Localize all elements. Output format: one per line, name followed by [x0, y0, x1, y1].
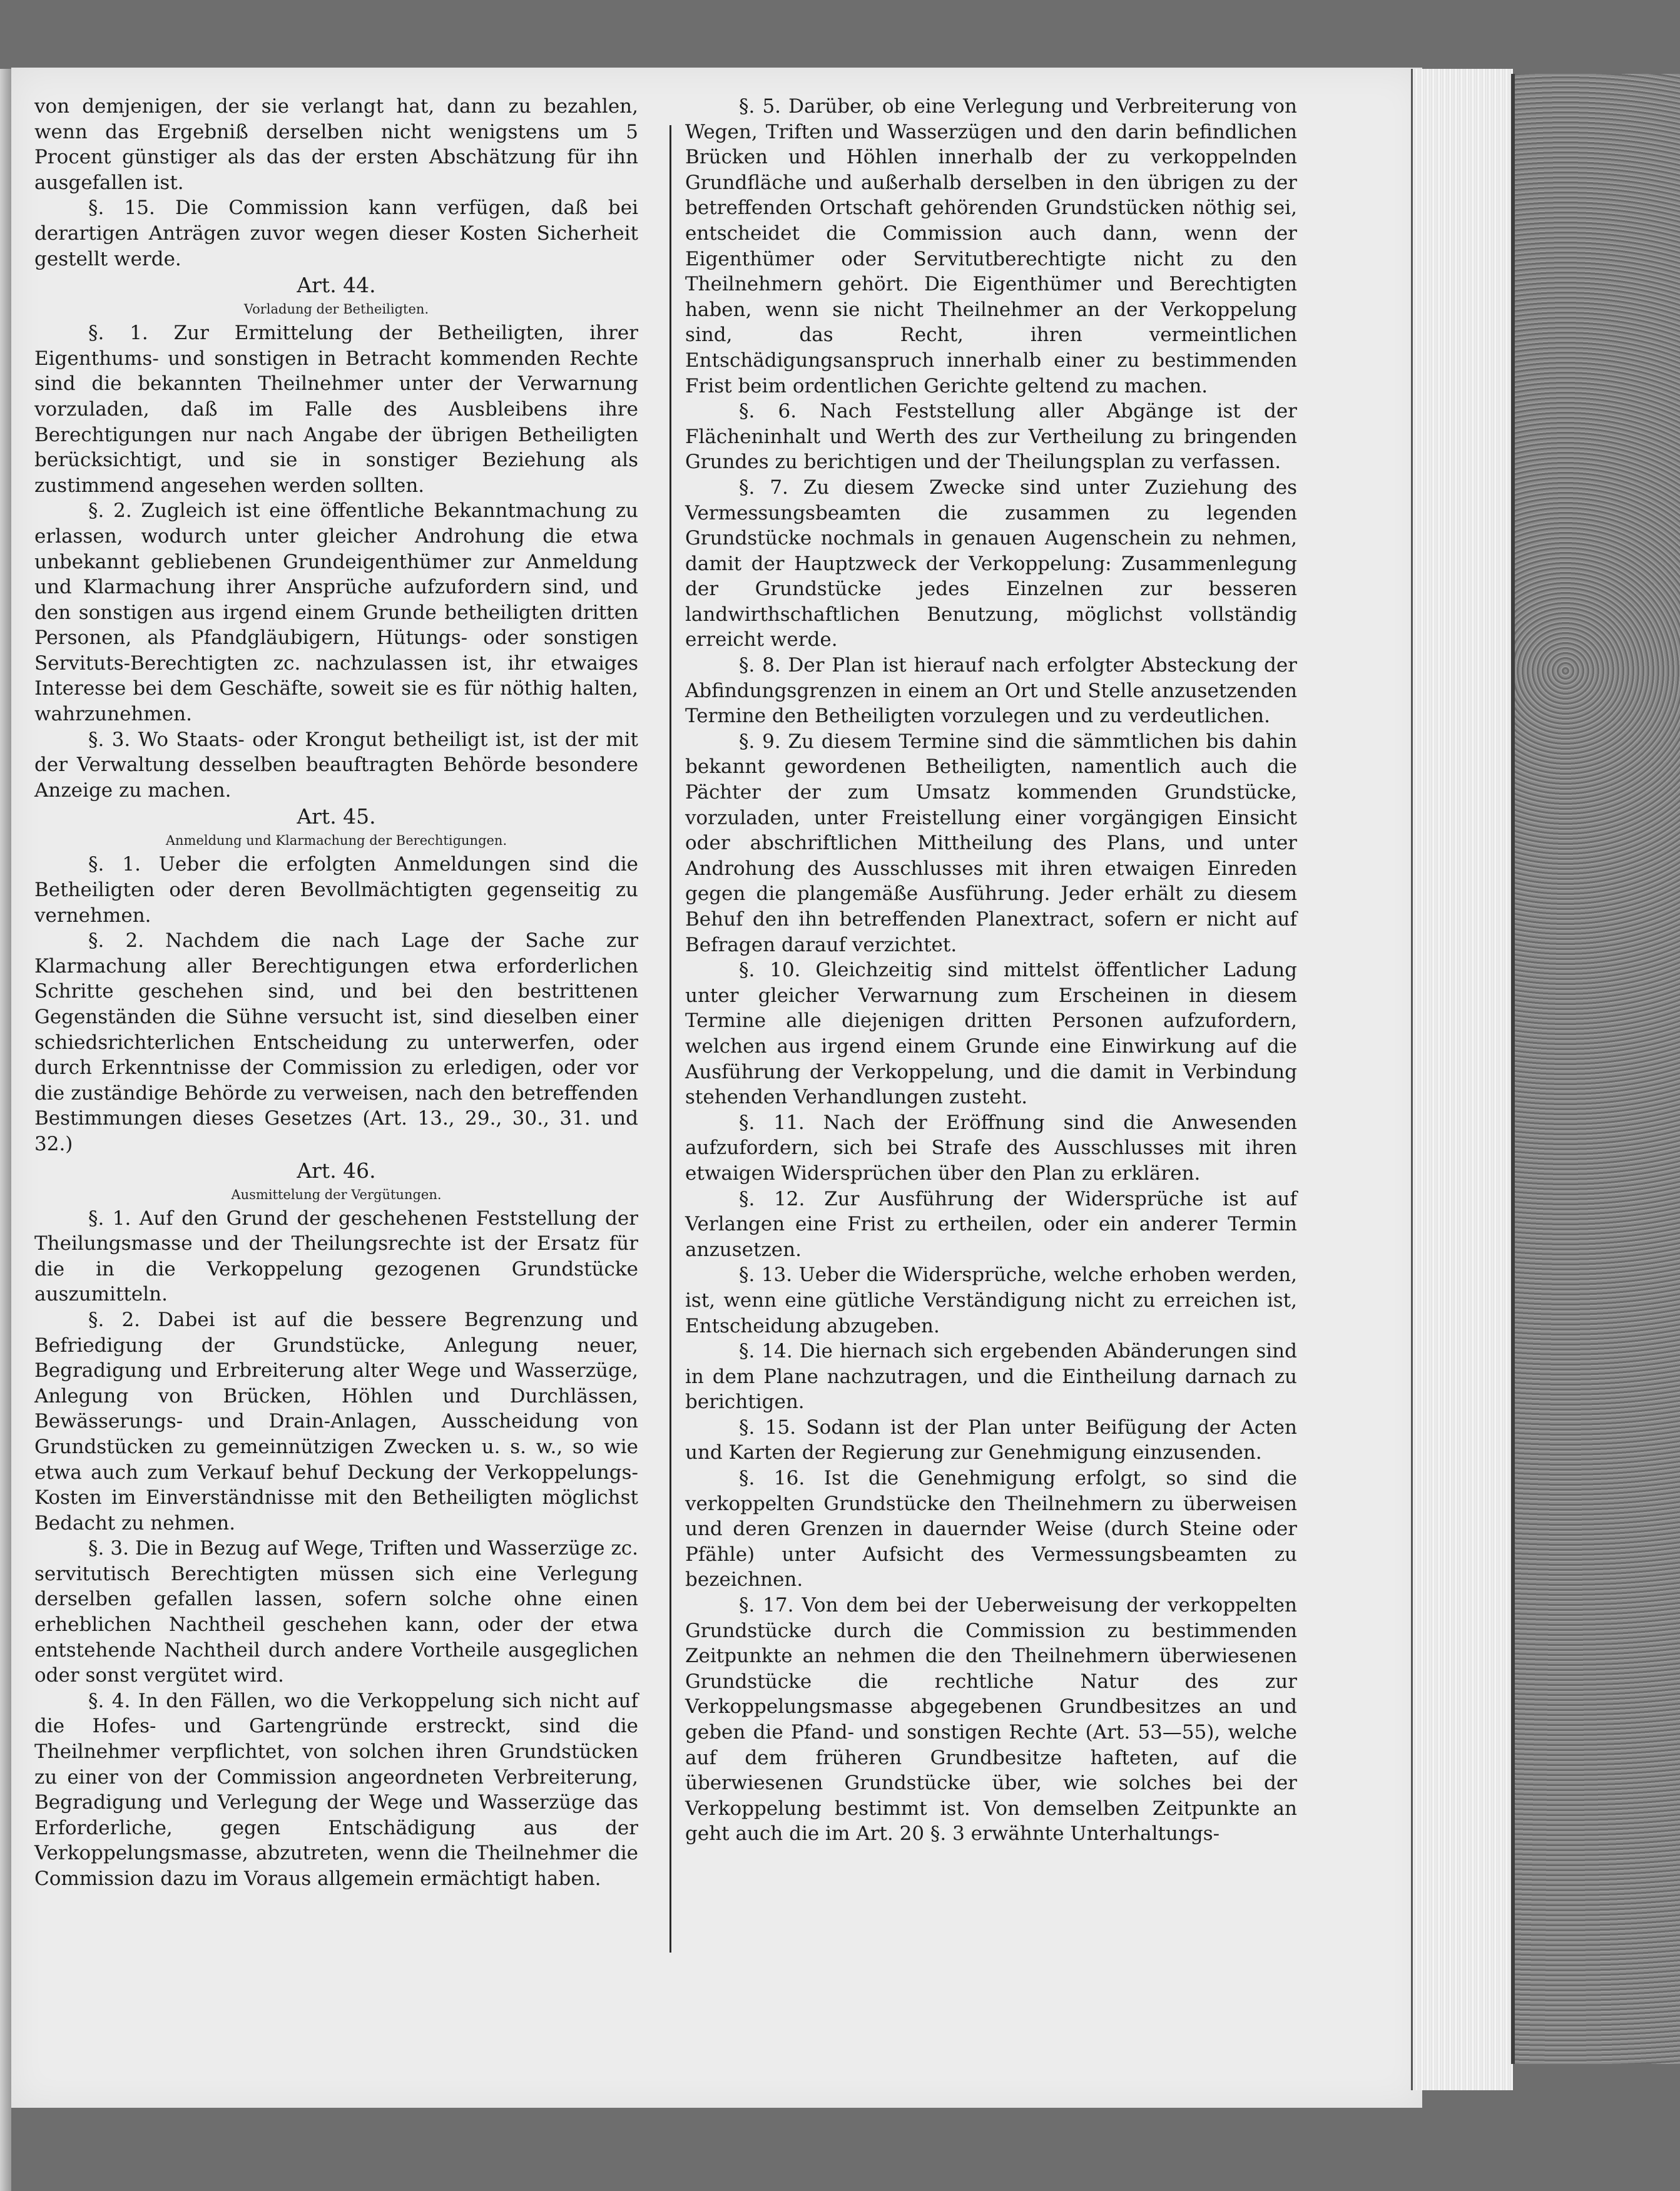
paragraph: §. 4. In den Fällen, wo die Verkoppelung sich nicht auf die Hofes- und Gartengründe erstreckt, sind die Theilnehmer verpflichtet, von solchen ihren Grundstücken zu einer von der Commission angeordneten Verbreiterung, Begradigung und Verlegung der Wege und Wasserzüge das Erforderliche, gegen Entschädigung aus der Verkoppelungsmasse, abzutreten, wenn die Theilnehmer die Commission dazu im Voraus allgemein ermächtigt haben. — [34, 1689, 638, 1890]
article-heading: Art. 45. — [297, 804, 376, 829]
paragraph: §. 2. Nachdem die nach Lage der Sache zur Klarmachung aller Berechtigungen etwa erforderlichen Schritte geschehen sind, und bei den bestrittenen Gegenständen die Sühne versucht ist, sind dieselben einer schiedsrichterlichen Entscheidung zu unterwerfen, oder durch Erkenntnisse der Commission zu erledigen, oder vor die zuständige Behörde zu verweisen, nach den betreffenden Bestimmungen dieses Gesetzes (Art. 13., 29., 30., 31. und 32.) — [34, 929, 638, 1155]
paragraph: §. 8. Der Plan ist hierauf nach erfolgter Absteckung der Abfindungsgrenzen in einem an Ort und Stelle anzusetzenden Termine den Betheiligten vorzulegen und zu verdeutlichen. — [685, 654, 1297, 728]
column-divider — [669, 125, 671, 1953]
paragraph: §. 3. Wo Staats- oder Krongut betheiligt ist, ist der mit der Verwaltung desselben beauftragten Behörde besondere Anzeige zu machen. — [34, 728, 638, 802]
right-column — [685, 94, 1297, 1847]
paragraph: §. 10. Gleichzeitig sind mittelst öffentlicher Ladung unter gleicher Verwarnung zum Erscheinen in diesem Termine alle diejenigen dritten Personen aufzufordern, welchen aus irgend einem Grunde eine Einwirkung auf die Ausführung der Verkoppelung, und die damit in Verbindung stehenden Verhandlungen zusteht. — [685, 959, 1297, 1109]
paragraph: §. 16. Ist die Genehmigung erfolgt, so sind die verkoppelten Grundstücke den Theilnehmern zu überweisen und deren Grenzen in dauernder Weise (durch Steine oder Pfähle) unter Aufsicht des Vermessungsbeamten zu bezeichnen. — [685, 1467, 1297, 1591]
article-subtitle: Vorladung der Betheiligten. — [243, 302, 429, 317]
paragraph: §. 1. Ueber die erfolgten Anmeldungen sind die Betheiligten oder deren Bevollmächtigten gegenseitig zu vernehmen. — [34, 853, 638, 927]
page-block-edge — [1411, 69, 1513, 2090]
paragraph: §. 7. Zu diesem Zwecke sind unter Zuziehung des Vermessungsbeamten die zusammen zu legenden Grundstücke nochmals in genauen Augenschein zu nehmen, damit der Hauptzweck der Verkoppelung: Zusammenlegung der Grundstücke jedes Einzelnen zur besseren landwirthschaftlichen Benutzung, möglichst vollständig erreicht werde. — [685, 476, 1297, 651]
paragraph: §. 11. Nach der Eröffnung sind die Anwesenden aufzufordern, sich bei Strafe des Ausschlusses mit ihren etwaigen Widersprüchen über den Plan zu erklären. — [685, 1111, 1297, 1185]
article-subtitle: Ausmittelung der Vergütungen. — [231, 1187, 442, 1202]
left-column — [34, 94, 638, 1892]
paragraph: §. 12. Zur Ausführung der Widersprüche ist auf Verlangen eine Frist zu ertheilen, oder ein anderer Termin anzusetzen. — [685, 1187, 1297, 1261]
paragraph: §. 9. Zu diesem Termine sind die sämmtlichen bis dahin bekannt gewordenen Betheiligten, namentlich auch die Pächter der zum Umsatz kommenden Grundstücke, vorzuladen, unter Freistellung einer vorgängigen Einsicht oder abschriftlichen Mittheilung des Plans, und unter Androhung des Ausschlusses mit ihren etwaigen Einreden gegen die plangemäße Ausführung. Jeder erhält zu diesem Behuf den ihn betreffenden Planextract, sofern er nicht auf Befragen darauf verzichtet. — [685, 730, 1297, 956]
paragraph: §. 14. Die hiernach sich ergebenden Abänderungen sind in dem Plane nachzutragen, und die Eintheilung darnach zu berichtigen. — [685, 1340, 1297, 1414]
paragraph: §. 6. Nach Feststellung aller Abgänge ist der Flächeninhalt und Werth des zur Vertheilung zu bringenden Grundes zu berichtigen und der Theilungsplan zu verfassen. — [685, 400, 1297, 474]
paragraph: §. 1. Auf den Grund der geschehenen Feststellung der Theilungsmasse und der Theilungsrechte ist der Ersatz für die in die Verkoppelung gezogenen Grundstücke auszumitteln. — [34, 1207, 638, 1306]
paragraph: §. 1. Zur Ermittelung der Betheiligten, ihrer Eigenthums- und sonstigen in Betracht kommenden Rechte sind die bekannten Theilnehmer unter der Verwarnung vorzuladen, daß im Falle des Ausbleibens ihre Berechtigungen nur nach Angabe der übrigen Betheiligten berücksichtigt, und sie in sonstiger Beziehung als zustimmend angesehen werden sollten. — [34, 322, 638, 497]
article-heading: Art. 44. — [297, 273, 376, 298]
article-heading: Art. 46. — [297, 1158, 376, 1183]
paragraph: von demjenigen, der sie verlangt hat, dann zu bezahlen, wenn das Ergebniß derselben nicht wenigstens um 5 Procent günstiger als das der ersten Abschätzung für ihn ausgefallen ist. — [34, 95, 638, 194]
paragraph: §. 15. Die Commission kann verfügen, daß bei derartigen Anträgen zuvor wegen dieser Kosten Sicherheit gestellt werde. — [34, 197, 638, 270]
paragraph: §. 13. Ueber die Widersprüche, welche erhoben werden, ist, wenn eine gütliche Verständigung nicht zu erreichen ist, Entscheidung abzugeben. — [685, 1264, 1297, 1337]
paragraph: §. 5. Darüber, ob eine Verlegung und Verbreiterung von Wegen, Triften und Wasserzügen und den darin befindlichen Brücken und Höhlen innerhalb der zu verkoppelnden Grundfläche und außerhalb derselben in den übrigen zu der betreffenden Ortschaft gehörenden Grundstücken nöthig sei, entscheidet die Commission auch dann, wenn der Eigenthümer oder Servitutberechtigte nicht zu den Theilnehmern gehört. Die Eigenthümer und Berechtigten haben, wenn sie nicht Theilnehmer an der Verkoppelung sind, das Recht, ihren vermeintlichen Entschädigungsanspruch innerhalb einer zu bestimmenden Frist beim ordentlichen Gerichte geltend zu machen. — [685, 95, 1297, 397]
previous-page-edge — [0, 69, 11, 2191]
paragraph: §. 15. Sodann ist der Plan unter Beifügung der Acten und Karten der Regierung zur Genehmigung einzusenden. — [685, 1416, 1297, 1464]
paragraph: §. 2. Dabei ist auf die bessere Begrenzung und Befriedigung der Grundstücke, Anlegung neuer, Begradigung und Erbreiterung alter Wege und Wasserzüge, Anlegung von Brücken, Höhlen und Durchlässen, Bewässerungs- und Drain-Anlagen, Ausscheidung von Grundstücken zu gemeinnützigen Zwecken u. s. w., so wie etwa auch zum Verkauf behuf Deckung der Verkoppelungs-Kosten im Einverständnisse mit den Betheiligten möglichst Bedacht zu nehmen. — [34, 1308, 638, 1535]
paragraph: §. 17. Von dem bei der Ueberweisung der verkoppelten Grundstücke durch die Commission zu bestimmenden Zeitpunkte an nehmen die den Theilnehmern überwiesenen Grundstücke die rechtliche Natur des zur Verkoppelungsmasse abgegebenen Grundbesitzes an und geben die Pfand- und sonstigen Rechte (Art. 53—55), welche auf dem früheren Grundbesitze hafteten, auf die überwiesenen Grundstücke über, wie solches bei der Verkoppelung bestimmt ist. Von demselben Zeitpunkte an geht auch die im Art. 20 §. 3 erwähnte Unterhaltungs- — [685, 1594, 1297, 1846]
paragraph: §. 2. Zugleich ist eine öffentliche Bekanntmachung zu erlassen, wodurch unter gleicher Androhung die etwa unbekannt gebliebenen Grundeigenthümer zur Anmeldung und Klarmachung ihrer Ansprüche aufzufordern sind, und den sonstigen aus irgend einem Grunde betheiligten dritten Personen, als Pfandgläubigern, Hütungs- oder sonstigen Servituts-Berechtigten zc. nachzulassen ist, ihr etwaiges Interesse bei dem Geschäfte, soweit sie es für nöthig halten, wahrzunehmen. — [34, 499, 638, 726]
paragraph: §. 3. Die in Bezug auf Wege, Triften und Wasserzüge zc. servitutisch Berechtigten müssen sich eine Verlegung derselben gefallen lassen, sofern solche ohne einen erheblichen Nachtheil geschehen kann, oder der etwa entstehende Nachtheil durch andere Vortheile ausgeglichen oder sonst vergütet wird. — [34, 1537, 638, 1687]
article-subtitle: Anmeldung und Klarmachung der Berechtigungen. — [165, 833, 507, 849]
book-cover — [1511, 74, 1680, 2064]
